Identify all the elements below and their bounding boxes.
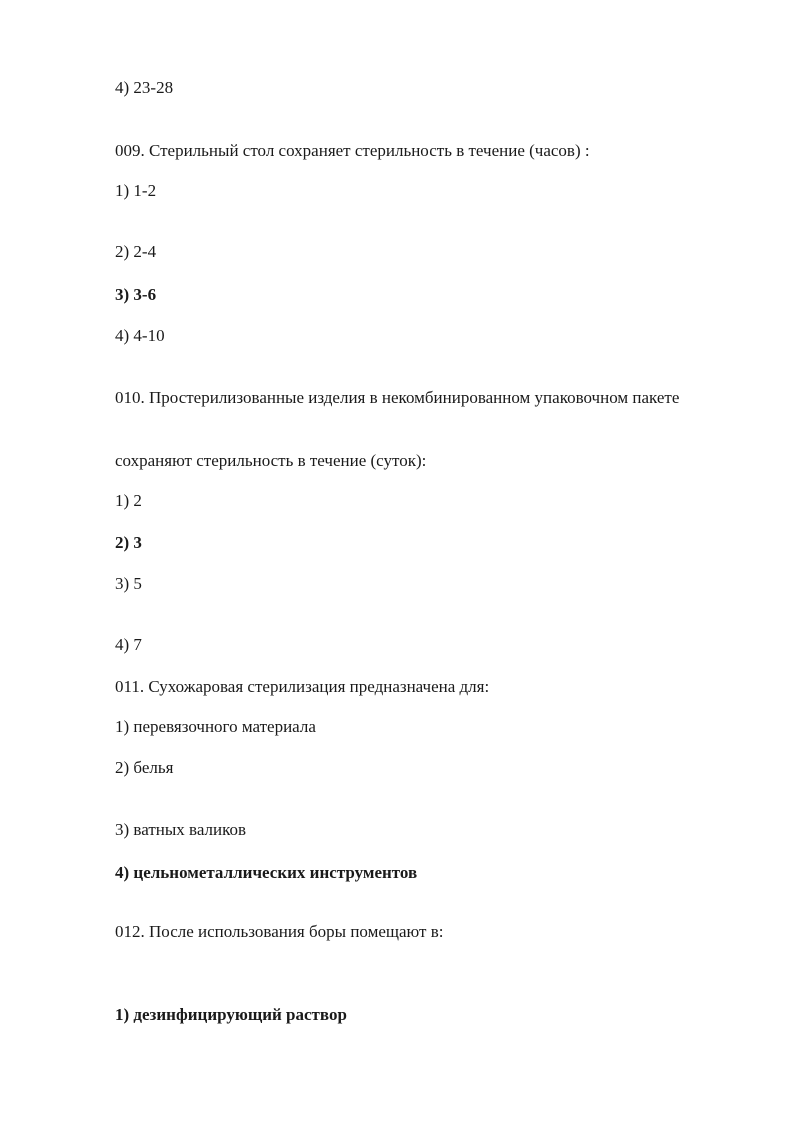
- question-011-option-2: 2) белья: [115, 758, 174, 777]
- question-012-text: 012. После использования боры помещают в:: [115, 922, 444, 941]
- question-010-option-2-correct: 2) 3: [115, 533, 142, 552]
- question-009-option-3-correct: 3) 3-6: [115, 285, 157, 304]
- question-010-text-line2: сохраняют стерильность в течение (суток):: [115, 451, 427, 470]
- question-009-option-2: 2) 2-4: [115, 242, 157, 261]
- question-010-text-line1: 010. Простерилизованные изделия в некомбинированном упаковочном пакете: [115, 388, 680, 407]
- question-011-option-3: 3) ватных валиков: [115, 820, 247, 839]
- question-010-option-3: 3) 5: [115, 574, 142, 593]
- question-011-option-1: 1) перевязочного материала: [115, 717, 316, 736]
- prev-question-option-4: 4) 23-28: [115, 78, 174, 97]
- question-011-option-4-correct: 4) цельнометаллических инструментов: [115, 863, 418, 882]
- question-010-option-1: 1) 2: [115, 491, 142, 510]
- question-011-text: 011. Сухожаровая стерилизация предназначена для:: [115, 677, 490, 696]
- question-009-text: 009. Стерильный стол сохраняет стерильность в течение (часов) :: [115, 141, 590, 160]
- question-012-option-1-correct: 1) дезинфицирующий раствор: [115, 1005, 347, 1024]
- question-009-option-1: 1) 1-2: [115, 181, 157, 200]
- question-010-option-4: 4) 7: [115, 635, 142, 654]
- question-009-option-4: 4) 4-10: [115, 326, 165, 345]
